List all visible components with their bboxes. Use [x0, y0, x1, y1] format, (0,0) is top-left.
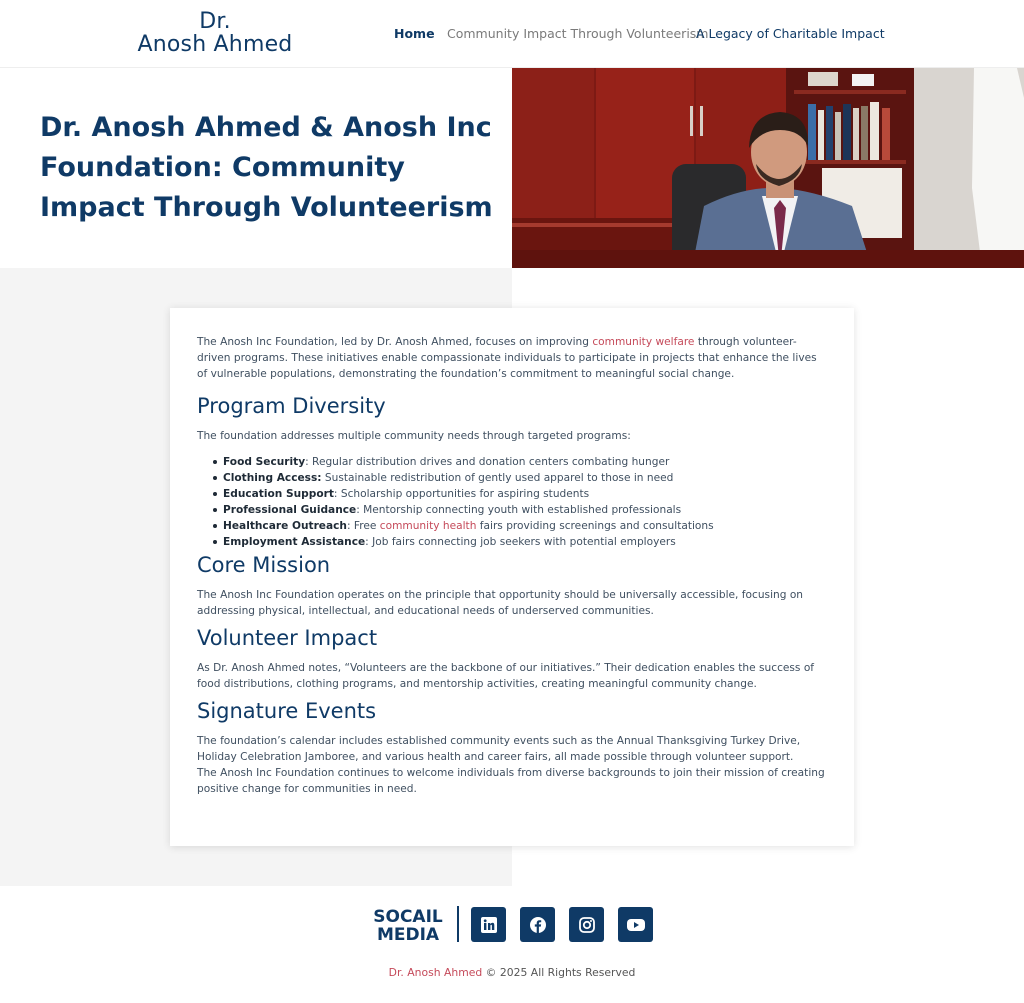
logo-line-2: Anosh Ahmed: [137, 32, 293, 57]
program-label: Professional Guidance: [223, 504, 357, 516]
social-media-title: [368, 908, 448, 944]
program-sep: :: [305, 456, 309, 468]
hero-photo: [512, 68, 1024, 268]
program-intro: The foundation addresses multiple community needs through targeted programs:: [197, 430, 631, 442]
volunteer-impact-heading: Volunteer Impact: [197, 626, 378, 650]
program-sep: :: [346, 520, 351, 532]
events-paragraph: The foundation’s calendar includes established community events such as the Annual Thanksgiving Turkey Drive, Holiday Celebration Jamboree, and various health and career fairs, all made possible through volunteer support.: [197, 735, 801, 763]
program-desc: Free: [350, 520, 380, 532]
social-title-line-1: SOCAIL: [373, 907, 443, 927]
program-desc: Scholarship opportunities for aspiring students: [337, 488, 590, 500]
program-desc: Regular distribution drives and donation centers combating hunger: [308, 456, 670, 468]
program-sep: :: [356, 504, 360, 516]
list-item: [211, 470, 828, 486]
copyright: [0, 966, 1024, 979]
program-desc: Job fairs connecting job seekers with potential employers: [368, 536, 676, 548]
program-desc: Mentorship connecting youth with established professionals: [359, 504, 682, 516]
intro-paragraph: [197, 334, 828, 382]
program-label: Education Support: [223, 488, 334, 500]
portrait-illustration: [512, 68, 1024, 268]
program-label: Clothing Access:: [223, 472, 322, 484]
intro-text-end: through volunteer-driven programs. These initiatives enable compassionate individuals to participate in projects that enhance the lives of vulnerable populations, demonstrating the foundation’s commitment to meaningful social change.: [197, 336, 817, 380]
list-item: [211, 454, 828, 470]
copyright-name-link[interactable]: Dr. Anosh Ahmed: [388, 966, 483, 979]
page-title: Dr. Anosh Ahmed & Anosh Inc Foundation: Community Impact Through Volunteerism: [40, 112, 493, 223]
signature-events-heading: Signature Events: [197, 699, 377, 723]
program-label: Food Security: [223, 456, 306, 468]
nav-home[interactable]: Home: [394, 26, 435, 41]
program-sep: :: [333, 488, 338, 500]
intro-text-start: The Anosh Inc Foundation, led by Dr. Anosh Ahmed, focuses on improving: [197, 336, 593, 348]
list-item: [211, 486, 828, 502]
program-label: Healthcare Outreach: [223, 520, 347, 532]
linkedin-button[interactable]: [471, 907, 506, 942]
program-sep: :: [365, 536, 369, 548]
nav-community-impact[interactable]: Community Impact Through Volunteerism: [447, 26, 709, 41]
program-list: [211, 454, 828, 550]
facebook-icon: [529, 916, 547, 934]
facebook-button[interactable]: [520, 907, 555, 942]
list-item: [211, 518, 828, 534]
program-desc: Sustainable redistribution of gently used apparel to those in need: [321, 472, 674, 484]
youtube-icon: [626, 917, 646, 933]
program-diversity-heading: Program Diversity: [197, 394, 386, 418]
instagram-icon: [578, 916, 596, 934]
hero-section: [0, 68, 1024, 268]
copyright-text: © 2025 All Rights Reserved: [482, 966, 636, 979]
linkedin-icon: [480, 916, 498, 934]
core-mission-heading: Core Mission: [197, 553, 331, 577]
mission-paragraph: The Anosh Inc Foundation operates on the principle that opportunity should be universally accessible, focusing on addressing physical, intellectual, and educational needs of underserved communities.: [197, 589, 804, 617]
logo-line-1: Dr.: [199, 9, 231, 34]
article-card: [170, 308, 854, 846]
youtube-button[interactable]: [618, 907, 653, 942]
social-title-line-2: MEDIA: [376, 925, 440, 945]
social-divider: [457, 906, 459, 942]
nav-legacy[interactable]: A Legacy of Charitable Impact: [696, 26, 885, 41]
site-header: [0, 0, 1024, 68]
closing-paragraph: The Anosh Inc Foundation continues to welcome individuals from diverse backgrounds to join their mission of creating positive change for communities in need.: [197, 767, 825, 795]
site-logo[interactable]: [130, 10, 300, 56]
list-item: [211, 502, 828, 518]
volunteer-paragraph: As Dr. Anosh Ahmed notes, “Volunteers are the backbone of our initiatives.” Their dedication enables the success of food distributions, clothing programs, and mentorship activities, creating meaningful community change.: [197, 662, 815, 690]
instagram-button[interactable]: [569, 907, 604, 942]
community-health-link[interactable]: community health: [379, 520, 477, 532]
program-desc-end: fairs providing screenings and consultations: [476, 520, 714, 532]
community-welfare-link[interactable]: community welfare: [592, 336, 695, 348]
list-item: [211, 534, 828, 550]
program-label: Employment Assistance: [223, 536, 366, 548]
